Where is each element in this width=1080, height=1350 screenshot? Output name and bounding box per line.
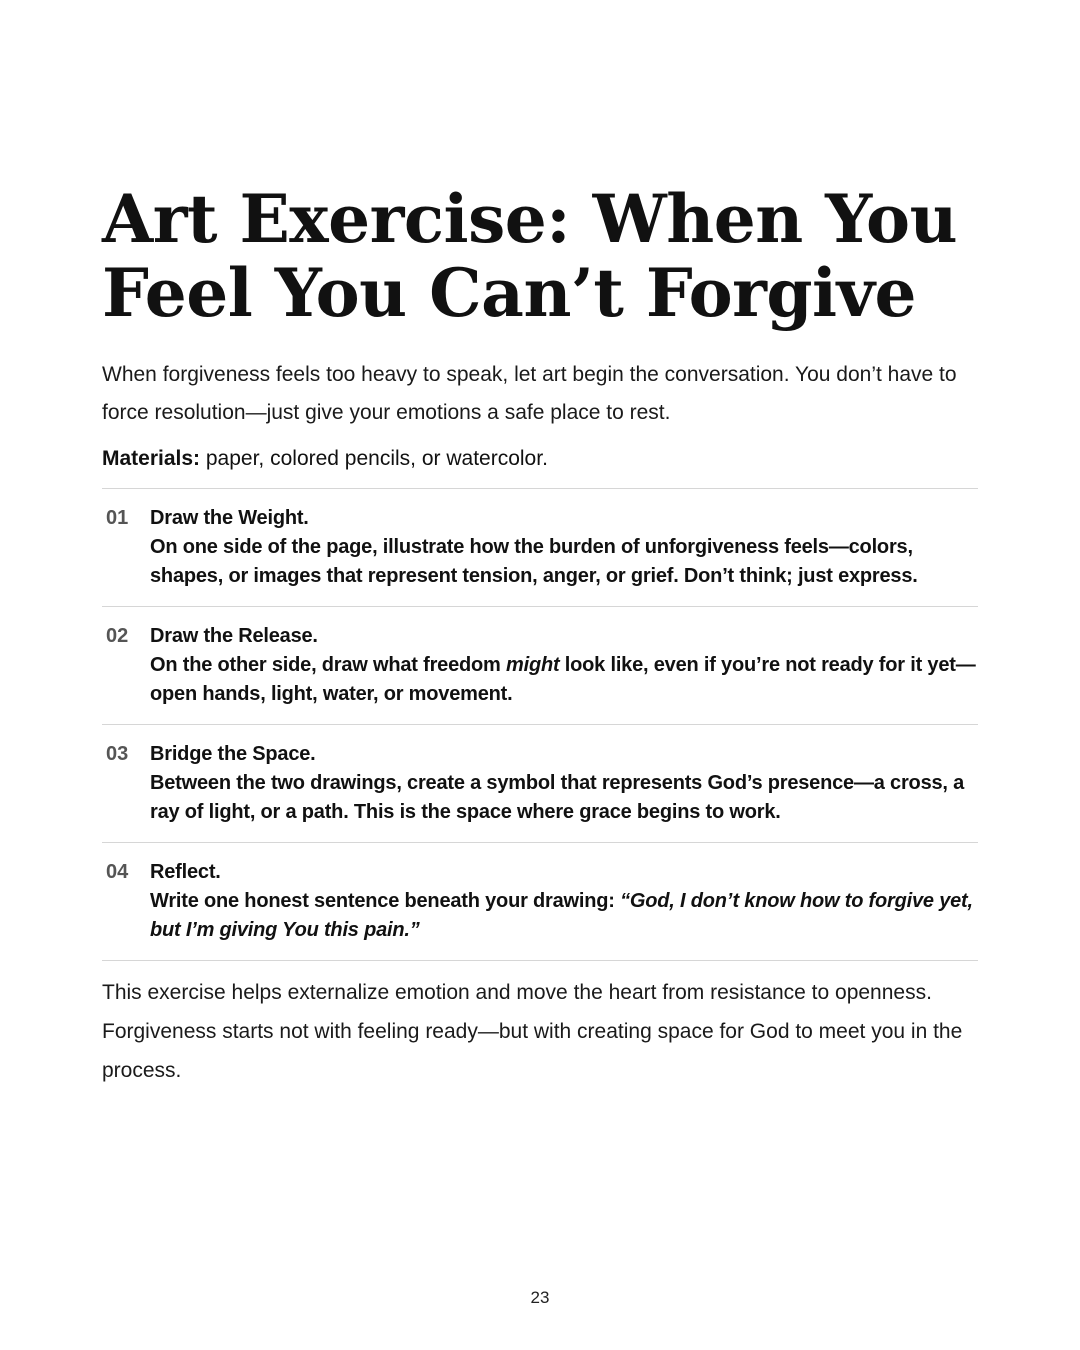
step-number: 02 [106, 625, 129, 647]
step-text: On the other side, draw what freedom [150, 654, 506, 676]
intro-paragraph: When forgiveness feels too heavy to speak, let art begin the conversation. You don’t have to force resolution—just give your emotions a safe place to rest. [102, 363, 957, 424]
step-item [102, 489, 978, 607]
materials-text: paper, colored pencils, or watercolor. [200, 447, 548, 470]
step-body [150, 622, 978, 709]
step-number: 04 [106, 861, 129, 883]
step-text: Write one honest sentence beneath your drawing: [150, 890, 621, 912]
step-heading: Draw the Weight. [150, 507, 309, 529]
step-body [150, 858, 978, 945]
step-body [150, 740, 978, 827]
step-body [150, 504, 978, 591]
step-item [102, 725, 978, 843]
steps-list [102, 489, 978, 961]
step-text-continued: look like, even if you’re not ready for it yet—open hands, light, water, or movement. [150, 654, 976, 705]
step-number: 03 [106, 743, 129, 765]
page-content [102, 182, 978, 1090]
materials-label: Materials: [102, 447, 201, 470]
step-item [102, 607, 978, 725]
page-title-line-1: Art Exercise: When You [102, 180, 958, 258]
page-title-line-2: Feel You Can’t Forgive [102, 254, 916, 332]
step-text: On one side of the page, illustrate how the burden of unforgiveness feels—colors, shapes, or images that represent tension, anger, or grief. Don’t think; just express. [150, 536, 918, 587]
page-number: 23 [530, 1288, 550, 1307]
step-heading: Bridge the Space. [150, 743, 316, 765]
step-number: 01 [106, 507, 129, 529]
step-text: Between the two drawings, create a symbol that represents God’s presence—a cross, a ray of light, or a path. This is the space where grace begins to work. [150, 772, 965, 823]
step-heading: Draw the Release. [150, 625, 318, 647]
step-item [102, 843, 978, 961]
step-quote: “God, I don’t know how to forgive yet, but I’m giving You this pain.” [150, 890, 973, 941]
materials-line [102, 444, 978, 489]
closing-paragraph: This exercise helps externalize emotion and move the heart from resistance to openness. Forgiveness starts not with feeling ready—but with creating space for God to meet you in the process. [102, 981, 963, 1082]
step-heading: Reflect. [150, 861, 221, 883]
step-emphasis: might [506, 654, 560, 676]
page-title [102, 182, 978, 330]
